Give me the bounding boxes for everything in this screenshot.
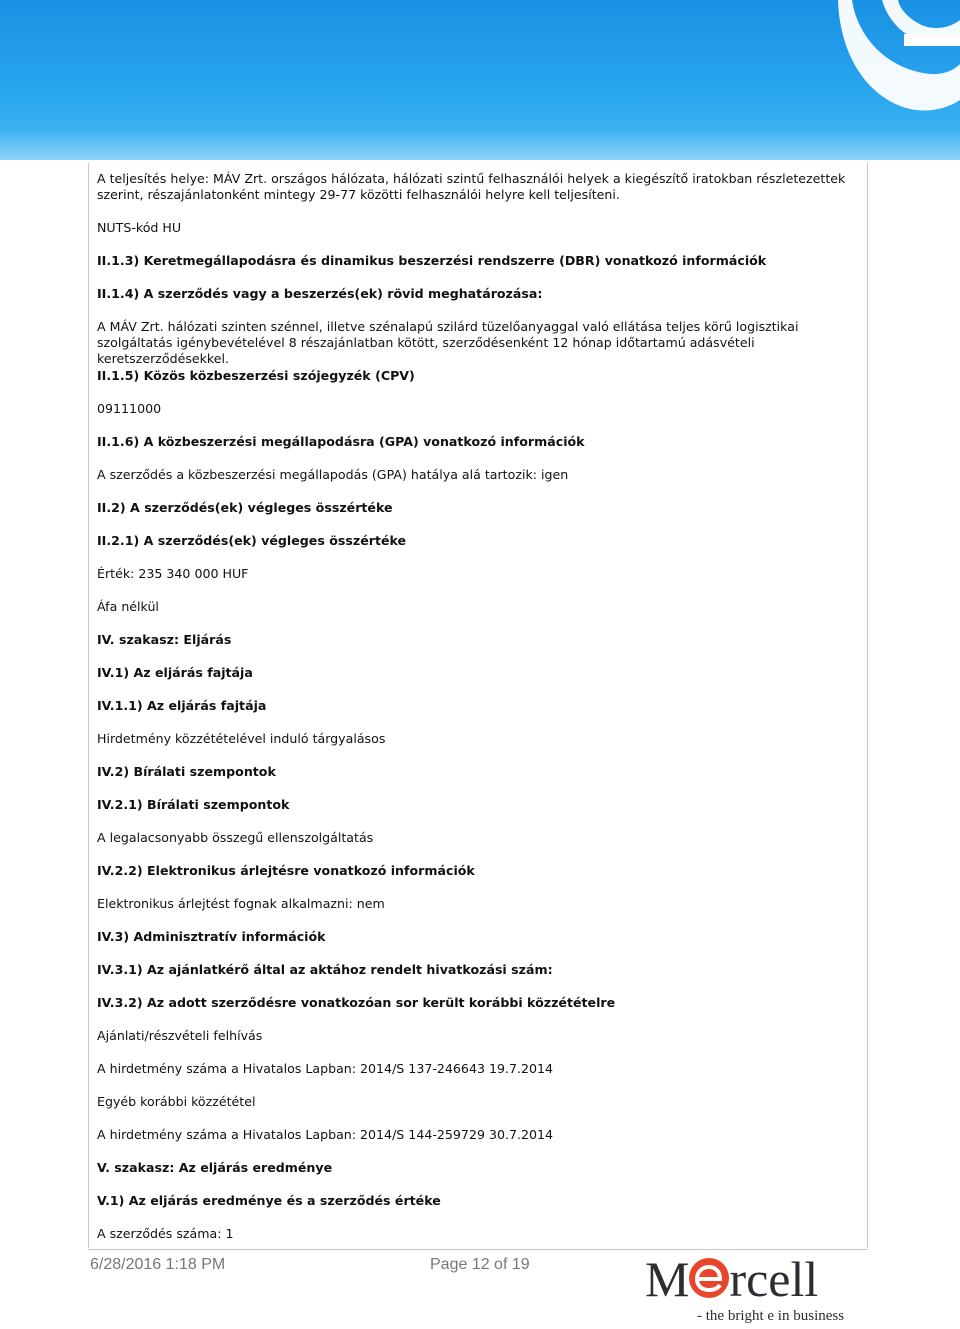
section-heading: IV.3.2) Az adott szerződésre vonatkozóan sor került korábbi közzétételre [97,995,616,1010]
text-line: Hirdetmény közzétételével induló tárgyalásos [97,731,386,746]
text-line: NUTS-kód HU [97,220,182,235]
brand-logo [645,1250,865,1326]
brand-tagline: - the bright e in business [697,1308,845,1324]
text-line: A hirdetmény száma a Hivatalos Lapban: 2014/S 137-246643 19.7.2014 [97,1061,554,1076]
section-heading: II.2.1) A szerződés(ek) végleges összértéke [97,533,407,548]
section-heading: IV.2.2) Elektronikus árlejtésre vonatkozó információk [97,863,475,878]
section-heading: V.1) Az eljárás eredménye és a szerződés értéke [97,1193,441,1208]
section-heading: II.1.6) A közbeszerzési megállapodásra (GPA) vonatkozó információk [97,434,585,449]
e-circle-icon [689,1258,729,1298]
section-heading: IV.3) Adminisztratív információk [97,929,326,944]
text-line: Ajánlati/részvételi felhívás [97,1028,263,1043]
section-heading: IV.2) Bírálati szempontok [97,764,276,779]
text-line: A legalacsonyabb összegű ellenszolgáltatás [97,830,374,845]
text-line: Elektronikus árlejtést fognak alkalmazni: nem [97,896,385,911]
section-heading: IV.1.1) Az eljárás fajtája [97,698,267,713]
text-line: Egyéb korábbi közzététel [97,1094,256,1109]
header-band [0,0,960,160]
text-line: Érték: 235 340 000 HUF [97,566,249,581]
text-line: 09111000 [97,401,162,416]
text-line: Áfa nélkül [97,599,159,614]
section-heading: II.1.4) A szerződés vagy a beszerzés(ek) rövid meghatározása: [97,286,543,301]
text-line: A teljesítés helye: MÁV Zrt. országos hálózata, hálózati szintű felhasználói helyek a kiegészítő iratokban részletezettek szerint, részajánlatonként mintegy 29-77 közötti felhasználói helyre kell teljesíteni. [97,171,846,202]
section-heading: V. szakasz: Az eljárás eredménye [97,1160,333,1175]
section-heading: IV.2.1) Bírálati szempontok [97,797,290,812]
text-line: A hirdetmény száma a Hivatalos Lapban: 2014/S 144-259729 30.7.2014 [97,1127,554,1142]
text-line: A szerződés a közbeszerzési megállapodás (GPA) hatálya alá tartozik: igen [97,467,569,482]
section-heading: IV.3.1) Az ajánlatkérő által az aktához rendelt hivatkozási szám: [97,962,553,977]
text-line: A szerződés száma: 1 [97,1226,234,1241]
footer-page-number: Page 12 of 19 [430,1256,530,1273]
section-heading: II.1.5) Közös közbeszerzési szójegyzék (CPV) [97,368,415,383]
section-heading: II.2) A szerződés(ek) végleges összértéke [97,500,393,515]
text-line: A MÁV Zrt. hálózati szinten szénnel, illetve szénalapú szilárd tüzelőanyaggal való ellátása teljes körű logisztikai szolgáltatás igénybevételével 8 részajánlatban kötött, szerződésenként 12 hónap időtartamú adásvételi keretszerződésekkel. [97,319,799,366]
e-logo-icon [820,0,960,120]
brand-name [645,1250,818,1308]
section-heading: IV. szakasz: Eljárás [97,632,232,647]
brand-name-suffix: rcell [729,1251,819,1307]
section-heading: IV.1) Az eljárás fajtája [97,665,253,680]
footer-datetime: 6/28/2016 1:18 PM [90,1256,226,1273]
section-heading: II.1.3) Keretmegállapodásra és dinamikus beszerzési rendszerre (DBR) vonatkozó információk [97,253,767,268]
brand-name-prefix: M [645,1251,690,1307]
